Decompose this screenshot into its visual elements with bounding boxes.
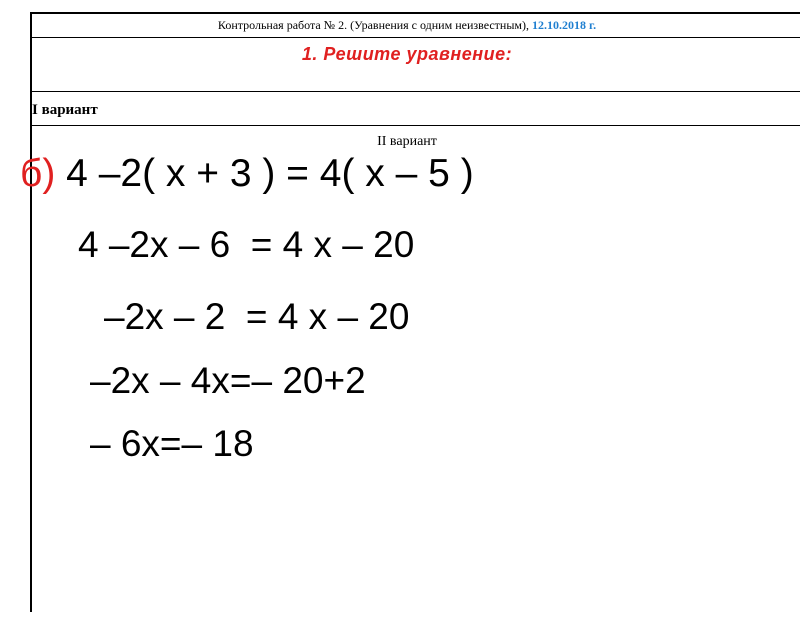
problem-label: б) xyxy=(20,152,56,195)
solution-step-2: –2x – 2 = 4 x – 20 xyxy=(104,296,410,337)
variant-one-label: I вариант xyxy=(32,102,98,118)
test-date: 12.10.2018 г. xyxy=(531,18,597,32)
variant-two-label: II вариант xyxy=(377,134,437,149)
solution-step-1: 4 –2x – 6 = 4 x – 20 xyxy=(78,224,415,265)
test-title: Контрольная работа № 2. (Уравнения с одним неизвестным), xyxy=(217,18,529,32)
test-header xyxy=(32,18,782,33)
main-equation xyxy=(20,154,474,193)
equation-text: 4 –2( x + 3 ) = 4( x – 5 ) xyxy=(55,152,474,195)
task-row xyxy=(32,38,800,92)
header-row xyxy=(32,14,800,38)
solution-step-4: – 6x=– 18 xyxy=(90,423,254,464)
variant-one-row xyxy=(32,92,800,126)
solution-step-3: –2x – 4x=– 20+2 xyxy=(90,360,366,401)
task-title: 1. Решите уравнение: xyxy=(301,44,513,64)
